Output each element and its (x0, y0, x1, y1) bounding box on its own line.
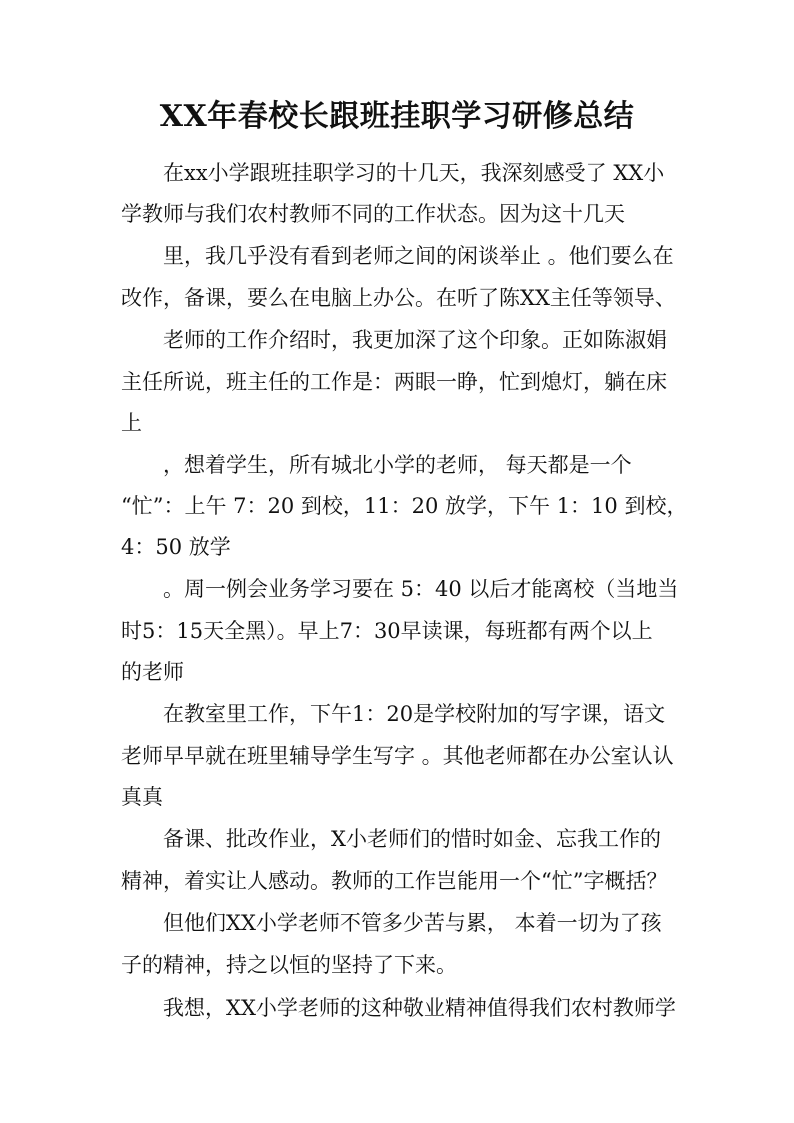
text-line-19: 但他们XX小学老师不管多少苦与累， 本着一切为了孩 (163, 911, 662, 935)
text-line-16: 真真 (121, 785, 163, 809)
document-title: XX年春校长跟班挂职学习研修总结 (159, 99, 635, 134)
text-line-11: 。周一例会业务学习要在 5：40 以后才能离校（当地当 (163, 577, 679, 601)
text-line-15: 老师早早就在班里辅导学生写字 。其他老师都在办公室认认 (121, 744, 674, 768)
text-line-18: 精神，着实让人感动。教师的工作岂能用一个“忙”字概括？ (121, 869, 668, 893)
text-line-8: ，想着学生，所有城北小学的老师， 每天都是一个 (163, 453, 632, 477)
text-line-6: 主任所说，班主任的工作是：两眼一睁，忙到熄灯，躺在床 (121, 370, 667, 394)
text-line-20: 子的精神，持之以恒的坚持了下来。 (121, 953, 457, 977)
text-line-5: 老师的工作介绍时，我更加深了这个印象。正如陈淑娟 (163, 328, 667, 352)
text-line-4: 改作，备课，要么在电脑上办公。在听了陈XX主任等领导、 (121, 286, 676, 310)
text-line-21: 我想，XX小学老师的这种敬业精神值得我们农村教师学 (163, 996, 676, 1020)
text-line-9: “忙”：上午 7：20 到校，11：20 放学，下午 1：10 到校， (121, 494, 688, 518)
text-line-13: 的老师 (121, 660, 184, 684)
text-line-2: 学教师与我们农村教师不同的工作状态。因为这十几天 (121, 202, 625, 226)
text-line-17: 备课、批改作业，X小老师们的惜时如金、忘我工作的 (163, 827, 661, 851)
text-line-1: 在xx小学跟班挂职学习的十几天，我深刻感受了 XX小 (163, 161, 665, 185)
text-line-12: 时5：15天全黑）。早上7：30早读课，每班都有两个以上 (121, 619, 653, 643)
text-line-14: 在教室里工作，下午1：20是学校附加的写字课，语文 (163, 702, 666, 726)
text-line-10: 4：50 放学 (121, 535, 231, 559)
text-line-7: 上 (121, 411, 142, 435)
text-line-3: 里，我几乎没有看到老师之间的闲谈举止 。他们要么在 (163, 244, 674, 268)
